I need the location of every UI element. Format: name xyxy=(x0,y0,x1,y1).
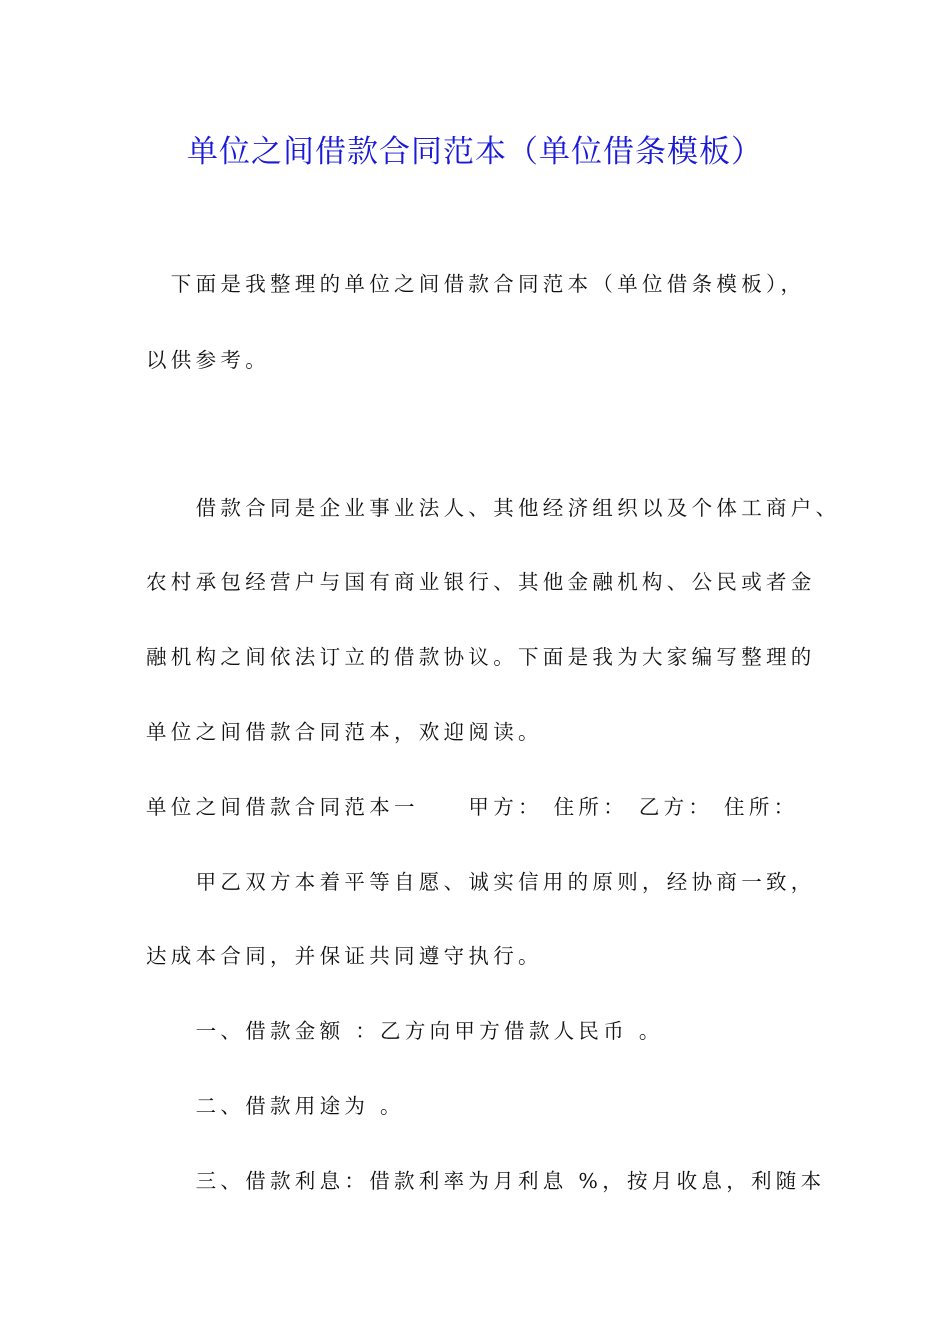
clause-line: 二、借款用途为 。 xyxy=(146,1094,405,1118)
document-title: 单位之间借款合同范本（单位借条模板） xyxy=(187,134,763,170)
contract-parties-line: 单位之间借款合同范本一 甲方： 住所： 乙方： 住所： xyxy=(146,795,799,819)
paragraph-line: 下面是我整理的单位之间借款合同范本（单位借条模板）， xyxy=(146,272,806,296)
paragraph-line: 融机构之间依法订立的借款协议。下面是我为大家编写整理的 xyxy=(146,645,816,669)
paragraph-line: 以供参考。 xyxy=(146,348,270,372)
paragraph-line: 单位之间借款合同范本，欢迎阅读。 xyxy=(146,720,543,744)
paragraph-line: 借款合同是企业事业法人、其他经济组织以及个体工商户、 xyxy=(146,496,841,520)
paragraph-line: 甲乙双方本着平等自愿、诚实信用的原则，经协商一致， xyxy=(146,870,816,894)
clause-line: 一、借款金额 ：乙方向甲方借款人民币 。 xyxy=(146,1019,664,1043)
clause-line: 三、借款利息：借款利率为月利息 %，按月收息，利随本 xyxy=(146,1169,826,1193)
paragraph-line: 农村承包经营户与国有商业银行、其他金融机构、公民或者金 xyxy=(146,570,816,594)
paragraph-line: 达成本合同，并保证共同遵守执行。 xyxy=(146,944,543,968)
